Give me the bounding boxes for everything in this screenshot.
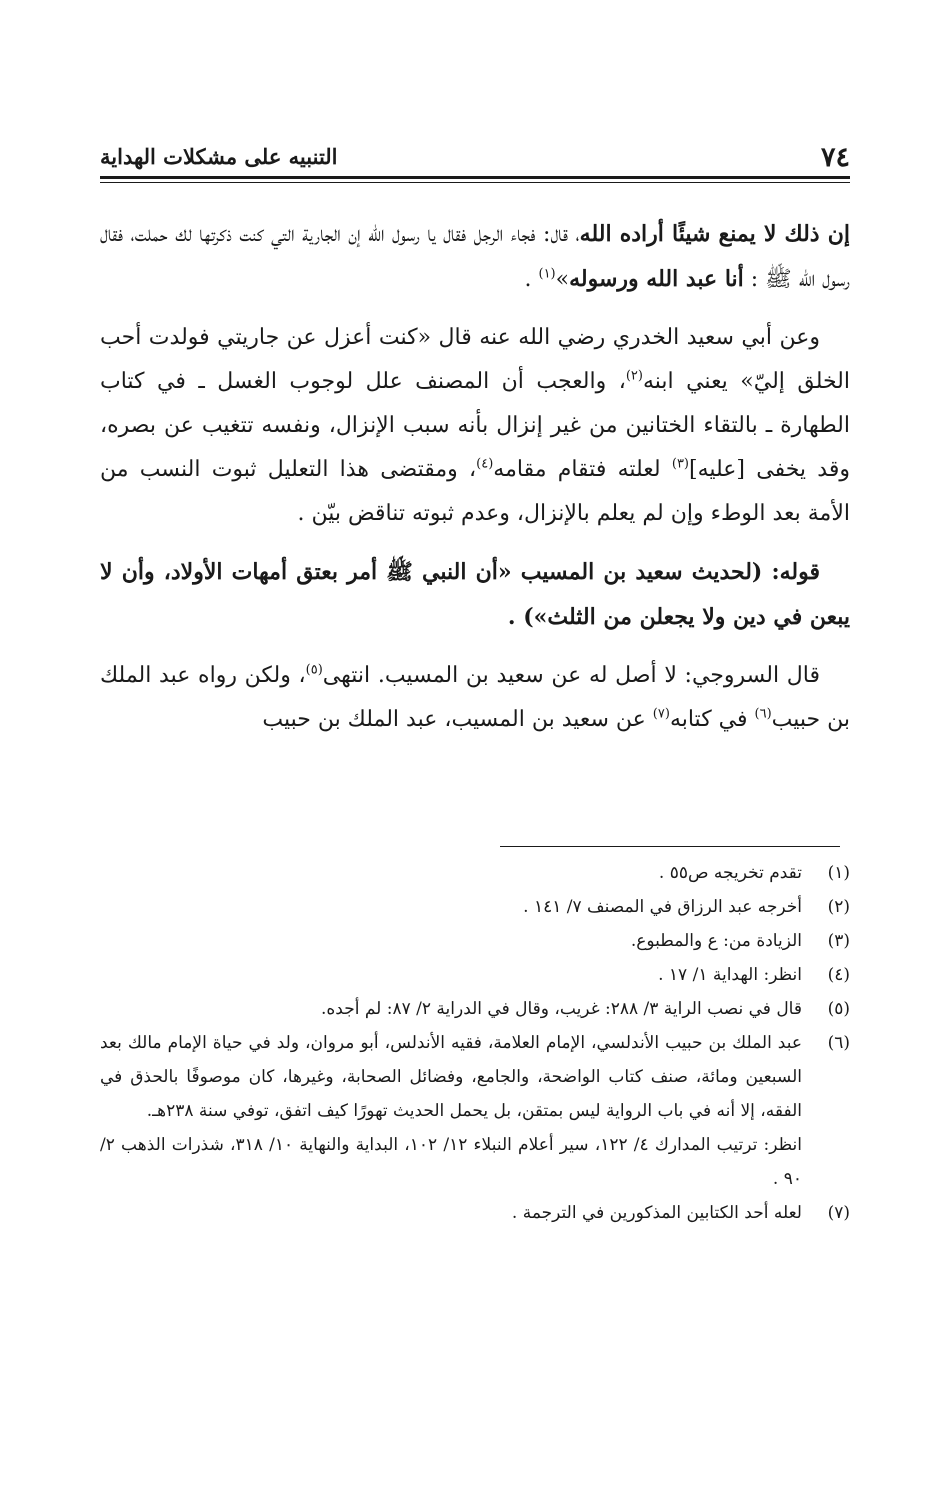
header-rule-thick: [100, 176, 850, 179]
text-run: قال السروجي: لا أصل له عن سعيد بن المسيب. انتهى: [322, 663, 820, 688]
bold-phrase: قوله: (لحديث سعيد بن المسيب «أن النبي ﷺ أمر بعتق أمهات الأولاد، وأن لا يبعن في دين ولا يجعلن من الثلث») .: [100, 559, 850, 630]
footnote-4: [100, 958, 850, 992]
header-rule-thin: [100, 182, 850, 183]
bold-phrase: أنا عبد الله ورسوله: [569, 266, 744, 292]
footnote-text: تقدم تخريجه ص٥٥ .: [658, 863, 802, 883]
footnote-2: [100, 890, 850, 924]
footnote-number: (٢): [827, 897, 850, 917]
footnote-ref: (٥): [305, 662, 323, 678]
footnote-number: (١): [827, 863, 850, 883]
footnote-separator: [500, 846, 840, 847]
book-title: التنبيه على مشكلات الهداية: [100, 144, 338, 169]
page-number: ٧٤: [820, 142, 850, 173]
text-run: في كتابه: [669, 707, 755, 732]
footnote-text: عبد الملك بن حبيب الأندلسي، الإمام العلامة، فقيه الأندلس، أبو مروان، ولد في حياة الإمام مالك بعد السبعين ومائة، صنف كتاب الواضحة، والجامع، وفضائل الصحابة، وغيرها، كان موصوفًا بالحذق في الفقه، إلا أنه في باب الرواية ليس بمتقن، بل يحمل الحديث تهورًا كيف اتفق، توفي سنة ٢٣٨هـ.: [100, 1033, 802, 1121]
footnote-text: انظر: الهداية ١/ ١٧ .: [658, 965, 802, 985]
main-text: [100, 212, 850, 742]
footnote-ref: (١): [538, 266, 556, 282]
footnote-text: قال في نصب الراية ٣/ ٢٨٨: غريب، وقال في الدراية ٢/ ٨٧: لم أجده.: [320, 999, 802, 1019]
footnote-1: [100, 856, 850, 890]
running-header: [100, 142, 850, 176]
footnote-number: (٧): [827, 1203, 850, 1223]
text-run: .: [524, 267, 539, 292]
footnote-text: أخرجه عبد الرزاق في المصنف ٧/ ١٤١ .: [523, 897, 802, 917]
text-run: »: [555, 267, 570, 292]
paragraph-3: [100, 550, 850, 640]
footnote-number: (٥): [827, 999, 850, 1019]
footnote-7: [100, 1196, 850, 1230]
footnote-3: [100, 924, 850, 958]
footnote-number: (٤): [827, 965, 850, 985]
text-run: ، والعجب أن المصنف علل لوجوب الغسل ـ في كتاب الطهارة ـ بالتقاء الختانين من غير إنزال بأنه سبب الإنزال، ونفسه تتغيب عن بصره، وقد يخفى [عليه]: [100, 369, 850, 482]
footnote-ref: (٧): [652, 706, 670, 722]
text-run: وعن أبي سعيد الخدري رضي الله عنه قال «كنت أعزل عن جاريتي فولدت أحب الخلق إليّ» يعني ابنه: [100, 325, 850, 394]
text-run: ، قال: فجاء الرجل فقال يا رسول الله إن الجارية التي كنت ذكرتها لك حملت، فقال رسول الله ﷺ :: [100, 222, 850, 292]
footnote-text: لعله أحد الكتابين المذكورين في الترجمة .: [511, 1203, 802, 1223]
footnote-number: (٣): [827, 931, 850, 951]
text-run: ، ومقتضى هذا التعليل ثبوت النسب من الأمة بعد الوطء وإن لم يعلم بالإنزال، وعدم ثبوته تناقض بيّن .: [100, 457, 850, 526]
paragraph-1: [100, 212, 850, 302]
paragraph-4: [100, 654, 850, 742]
footnote-5: [100, 992, 850, 1026]
footnote-6-continuation: انظر: ترتيب المدارك ٤/ ١٢٢، سير أعلام النبلاء ١٢/ ١٠٢، البداية والنهاية ١٠/ ٣١٨، شذرات الذهب ٢/ ٩٠ .: [100, 1135, 802, 1189]
footnote-6: [100, 1026, 850, 1128]
footnote-number: (٦): [827, 1033, 850, 1053]
text-run: لعلته فتقام مقامه: [493, 457, 672, 482]
bold-phrase: إن ذلك لا يمنع شيئًا أراده الله: [579, 221, 850, 247]
footnote-ref: (٤): [476, 456, 494, 472]
footnote-text: الزيادة من: ع والمطبوع.: [630, 931, 802, 951]
text-run: عن سعيد بن المسيب، عبد الملك بن حبيب: [262, 707, 653, 732]
paragraph-2: [100, 316, 850, 536]
footnote-ref: (٢): [625, 368, 643, 384]
footnotes: [100, 856, 850, 1230]
text-run: ، ولكن رواه عبد الملك بن حبيب: [100, 663, 850, 732]
footnote-ref: (٦): [754, 706, 772, 722]
footnote-ref: (٣): [671, 456, 689, 472]
